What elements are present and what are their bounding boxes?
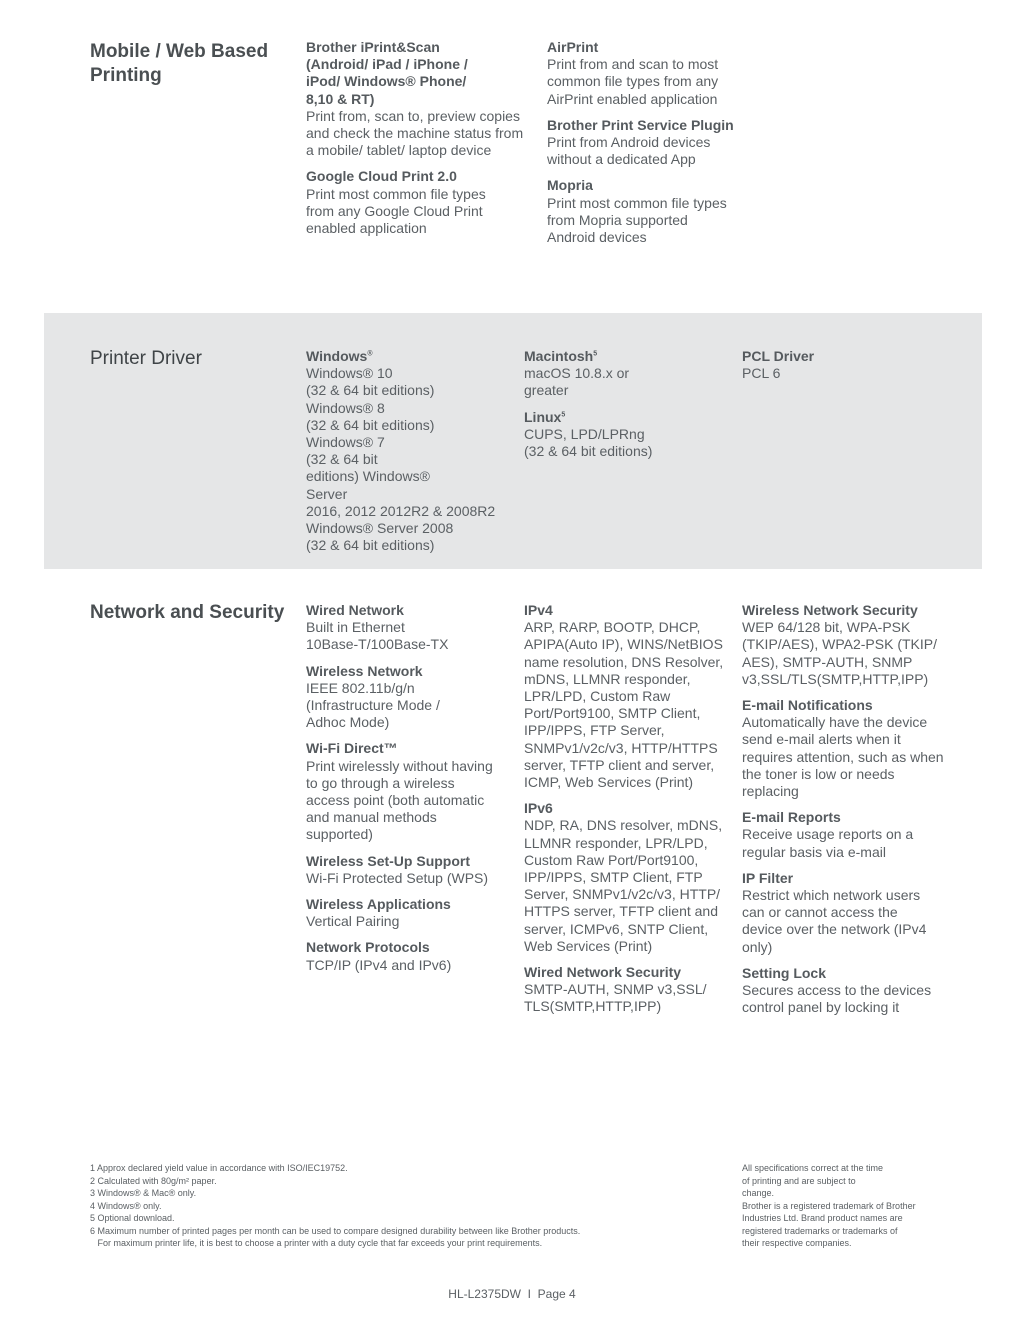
body-line: Automatically have the device <box>742 714 928 731</box>
spec-block-linux <box>524 409 724 461</box>
body-line: device over the network (IPv4 <box>742 921 927 938</box>
spec-body <box>524 365 724 399</box>
body-line: Restrict which network users <box>742 887 921 904</box>
spec-heading: Wired Network Security <box>524 964 682 981</box>
body-line: 10Base-T/100Base-TX <box>306 636 449 653</box>
spec-body <box>306 758 516 844</box>
body-line: a mobile/ tablet/ laptop device <box>306 142 492 159</box>
body-line: Port/Port9100, SMTP Client, <box>524 705 701 722</box>
body-line: (32 & 64 bit <box>306 451 378 468</box>
heading-line: Mopria <box>547 177 593 194</box>
spec-block-airprint <box>547 39 767 108</box>
spec-heading: E-mail Reports <box>742 809 841 826</box>
heading-line: Brother Print Service Plugin <box>547 116 734 133</box>
body-line: (32 & 64 bit editions) <box>306 416 435 433</box>
heading-line: (Android/ iPad / iPhone / <box>306 56 468 73</box>
disclaimer-line: their respective companies. <box>742 1238 852 1248</box>
spec-block-wireless-network <box>306 663 516 732</box>
spec-body <box>524 817 734 955</box>
spec-heading: IPv6 <box>524 800 553 817</box>
body-line: IPP/IPPS, FTP Server, <box>524 722 665 739</box>
spec-heading <box>547 117 767 134</box>
spec-block-print-service-plugin <box>547 117 767 169</box>
heading-text: Linux <box>524 408 562 425</box>
body-line: without a dedicated App <box>547 151 696 168</box>
disclaimer-line: Brother is a registered trademark of Brother <box>742 1200 916 1211</box>
body-line: AirPrint enabled application <box>547 90 718 107</box>
footnote-mark: 5 <box>593 350 598 358</box>
spec-block-iprint <box>306 39 531 159</box>
spec-body <box>742 887 972 956</box>
network-col-3 <box>742 602 972 1025</box>
spec-block-wireless-setup <box>306 853 516 887</box>
body-line: Print wirelessly without having <box>306 757 493 774</box>
spec-block-mopria <box>547 177 767 246</box>
footnote: 3 Windows® & Mac® only. <box>90 1188 197 1198</box>
body-line: Adhoc Mode) <box>306 714 390 731</box>
disclaimer-line: All specifications correct at the time <box>742 1163 884 1173</box>
footnote: 2 Calculated with 80g/m² paper. <box>90 1175 217 1186</box>
spec-block-wired-network <box>306 602 516 654</box>
spec-body <box>742 982 972 1016</box>
mobile-col-1 <box>306 39 531 246</box>
footnote: 6 Maximum number of printed pages per month can be used to compare designed durability between like Brother products. <box>90 1225 581 1236</box>
body-line: Windows® 10 <box>306 365 393 382</box>
body-line: access point (both automatic <box>306 792 485 809</box>
body-line: CUPS, LPD/LPRng <box>524 425 645 442</box>
footnote: For maximum printer life, it is best to choose a printer with a duty cycle that far exceeds your print requirements. <box>90 1238 543 1248</box>
section-title-line: Printing <box>90 65 162 86</box>
footnote: 4 Windows® only. <box>90 1200 162 1211</box>
network-col-2 <box>524 602 734 1025</box>
body-line: SNMPv1/v2c/v3, HTTP/HTTPS <box>524 739 718 756</box>
footnote: 5 Optional download. <box>90 1213 175 1223</box>
spec-heading <box>306 168 531 185</box>
body-line: WEP 64/128 bit, WPA-PSK <box>742 619 911 636</box>
body-line: (32 & 64 bit editions) <box>524 443 653 460</box>
spec-heading: Wi-Fi Direct™ <box>306 740 398 757</box>
body-line: Custom Raw Port/Port9100, <box>524 851 699 868</box>
body-line: LLMNR responder, LPR/LPD, <box>524 834 708 851</box>
heading-line: AirPrint <box>547 39 599 55</box>
spec-heading: Wired Network <box>306 602 404 618</box>
spec-body <box>547 134 767 168</box>
footnote-mark: 5 <box>561 410 566 418</box>
spec-heading: Wireless Network Security <box>742 602 918 618</box>
body-line: mDNS, LLMNR responder, <box>524 670 691 687</box>
body-line: (TKIP/AES), WPA2-PSK (TKIP/ <box>742 636 937 653</box>
body-line: name resolution, DNS Resolver, <box>524 653 724 670</box>
spec-body <box>547 195 767 247</box>
spec-heading <box>524 409 724 426</box>
footnote: 1 Approx declared yield value in accordance with ISO/IEC19752. <box>90 1163 348 1173</box>
heading-line: Brother iPrint&Scan <box>306 39 440 55</box>
body-line: IPP/IPPS, SMTP Client, FTP <box>524 869 703 886</box>
body-line: Server <box>306 485 348 502</box>
body-line: can or cannot access the <box>742 904 898 921</box>
spec-body <box>524 981 734 1015</box>
spec-heading: E-mail Notifications <box>742 697 873 714</box>
body-line: Windows® Server 2008 <box>306 520 454 537</box>
body-line: from any Google Cloud Print <box>306 202 483 219</box>
body-line: and check the machine status from <box>306 125 524 142</box>
body-line: greater <box>524 382 569 399</box>
page-footer: HL-L2375DW I Page 4 <box>448 1287 576 1301</box>
spec-block-email-reports <box>742 809 972 861</box>
spec-body <box>742 826 972 860</box>
body-line: Print from and scan to most <box>547 56 719 73</box>
disclaimer-line: registered trademarks or trademarks of <box>742 1225 898 1236</box>
body-line: Print most common file types <box>306 185 486 202</box>
spec-heading: Wireless Set-Up Support <box>306 852 471 869</box>
driver-col-pcl <box>742 348 942 382</box>
network-col-1 <box>306 602 516 983</box>
body-line: and manual methods <box>306 809 437 826</box>
driver-col-mac-linux <box>524 348 724 469</box>
spec-heading: Setting Lock <box>742 964 827 981</box>
body-line: PCL 6 <box>742 365 781 382</box>
body-line: only) <box>742 938 773 955</box>
body-line: (Infrastructure Mode / <box>306 697 440 714</box>
spec-block-email-notifications <box>742 697 972 800</box>
heading-line: iPod/ Windows® Phone/ <box>306 73 467 90</box>
section-title-line: Mobile / Web Based <box>90 41 269 62</box>
body-line: NDP, RA, DNS resolver, mDNS, <box>524 817 723 834</box>
body-line: TCP/IP (IPv4 and IPv6) <box>306 956 452 973</box>
spec-heading: IPv4 <box>524 602 553 618</box>
body-line: Windows® 7 <box>306 434 385 451</box>
spec-heading <box>547 177 767 194</box>
body-line: TLS(SMTP,HTTP,IPP) <box>524 998 662 1015</box>
spec-block-wireless-applications <box>306 896 516 930</box>
spec-heading: PCL Driver <box>742 348 815 364</box>
spec-heading: Wireless Network <box>306 662 423 679</box>
spec-body <box>524 426 724 460</box>
spec-body <box>306 957 516 974</box>
body-line: send e-mail alerts when it <box>742 731 901 748</box>
mobile-col-2 <box>547 39 767 255</box>
spec-body <box>742 714 972 800</box>
body-line: 2016, 2012 2012R2 & 2008R2 <box>306 502 496 519</box>
body-line: Receive usage reports on a <box>742 826 914 843</box>
body-line: requires attention, such as when <box>742 748 944 765</box>
body-line: editions) Windows® <box>306 468 430 485</box>
body-line: common file types from any <box>547 73 719 90</box>
body-line: Built in Ethernet <box>306 619 405 636</box>
body-line: enabled application <box>306 220 427 237</box>
spec-heading: Network Protocols <box>306 939 430 956</box>
spec-block-network-protocols <box>306 939 516 973</box>
section-title-printer-driver: Printer Driver <box>90 348 202 369</box>
body-line: (32 & 64 bit editions) <box>306 537 435 554</box>
spec-body <box>306 365 511 554</box>
spec-block-wired-network-security <box>524 964 734 1016</box>
body-line: Windows® 8 <box>306 399 385 416</box>
spec-heading <box>306 348 511 365</box>
spec-body <box>306 913 516 930</box>
body-line: Android devices <box>547 229 647 246</box>
body-line: macOS 10.8.x or <box>524 365 630 382</box>
spec-body <box>547 56 767 108</box>
spec-block-wifi-direct <box>306 740 516 843</box>
registered-mark: ® <box>367 350 373 358</box>
body-line: Print most common file types <box>547 194 727 211</box>
spec-body <box>306 619 516 653</box>
driver-col-windows <box>306 348 511 554</box>
section-title-mobile <box>90 40 268 88</box>
body-line: replacing <box>742 783 799 800</box>
heading-line: Google Cloud Print 2.0 <box>306 168 457 185</box>
body-line: SMTP-AUTH, SNMP v3,SSL/ <box>524 981 707 998</box>
spec-block-ipv4 <box>524 602 734 791</box>
body-line: LPR/LPD, Custom Raw <box>524 688 671 705</box>
spec-block-wireless-network-security <box>742 602 972 688</box>
body-line: APIPA(Auto IP), WINS/NetBIOS <box>524 636 723 653</box>
disclaimer <box>742 1162 916 1250</box>
section-title-network-security: Network and Security <box>90 602 285 623</box>
disclaimer-line: of printing and are subject to <box>742 1175 856 1186</box>
body-line: Print from, scan to, preview copies <box>306 107 520 124</box>
spec-block-macintosh <box>524 348 724 400</box>
body-line: to go through a wireless <box>306 774 455 791</box>
spec-body <box>742 365 942 382</box>
body-line: Secures access to the devices <box>742 982 932 999</box>
spec-body <box>306 680 516 732</box>
heading-line: 8,10 & RT) <box>306 90 375 107</box>
spec-body <box>306 108 531 160</box>
body-line: Server, SNMPv1/v2c/v3, HTTP/ <box>524 886 721 903</box>
heading-text: Macintosh <box>524 348 594 364</box>
body-line: ARP, RARP, BOOTP, DHCP, <box>524 619 701 636</box>
body-line: HTTPS server, TFTP client and <box>524 903 718 920</box>
body-line: from Mopria supported <box>547 211 688 228</box>
body-line: IEEE 802.11b/g/n <box>306 679 415 696</box>
spec-heading: IP Filter <box>742 869 794 886</box>
spec-body <box>742 619 972 688</box>
spec-block-google-cloud <box>306 168 531 237</box>
footnotes <box>90 1162 580 1250</box>
spec-body <box>524 619 734 791</box>
heading-text: Windows <box>306 348 368 364</box>
disclaimer-line: change. <box>742 1188 775 1198</box>
body-line: Web Services (Print) <box>524 937 653 954</box>
body-line: Print from Android devices <box>547 134 711 151</box>
body-line: (32 & 64 bit editions) <box>306 382 435 399</box>
body-line: v3,SSL/TLS(SMTP,HTTP,IPP) <box>742 670 929 687</box>
body-line: server, TFTP client and server, <box>524 756 715 773</box>
spec-body <box>306 870 516 887</box>
spec-block-ip-filter <box>742 870 972 956</box>
spec-heading <box>306 39 531 108</box>
body-line: regular basis via e-mail <box>742 843 886 860</box>
spec-block-ipv6 <box>524 800 734 955</box>
body-line: server, ICMPv6, SNTP Client, <box>524 920 709 937</box>
spec-heading <box>547 39 767 56</box>
body-line: control panel by locking it <box>742 999 900 1016</box>
body-line: supported) <box>306 826 373 843</box>
body-line: ICMP, Web Services (Print) <box>524 774 694 791</box>
spec-body <box>306 186 531 238</box>
spec-heading <box>524 348 724 365</box>
spec-heading: Wireless Applications <box>306 896 451 913</box>
body-line: AES), SMTP-AUTH, SNMP <box>742 653 913 670</box>
spec-block-setting-lock <box>742 965 972 1017</box>
body-line: the toner is low or needs <box>742 765 895 782</box>
body-line: Wi-Fi Protected Setup (WPS) <box>306 869 489 886</box>
disclaimer-line: Industries Ltd. Brand product names are <box>742 1213 903 1223</box>
body-line: Vertical Pairing <box>306 913 400 930</box>
